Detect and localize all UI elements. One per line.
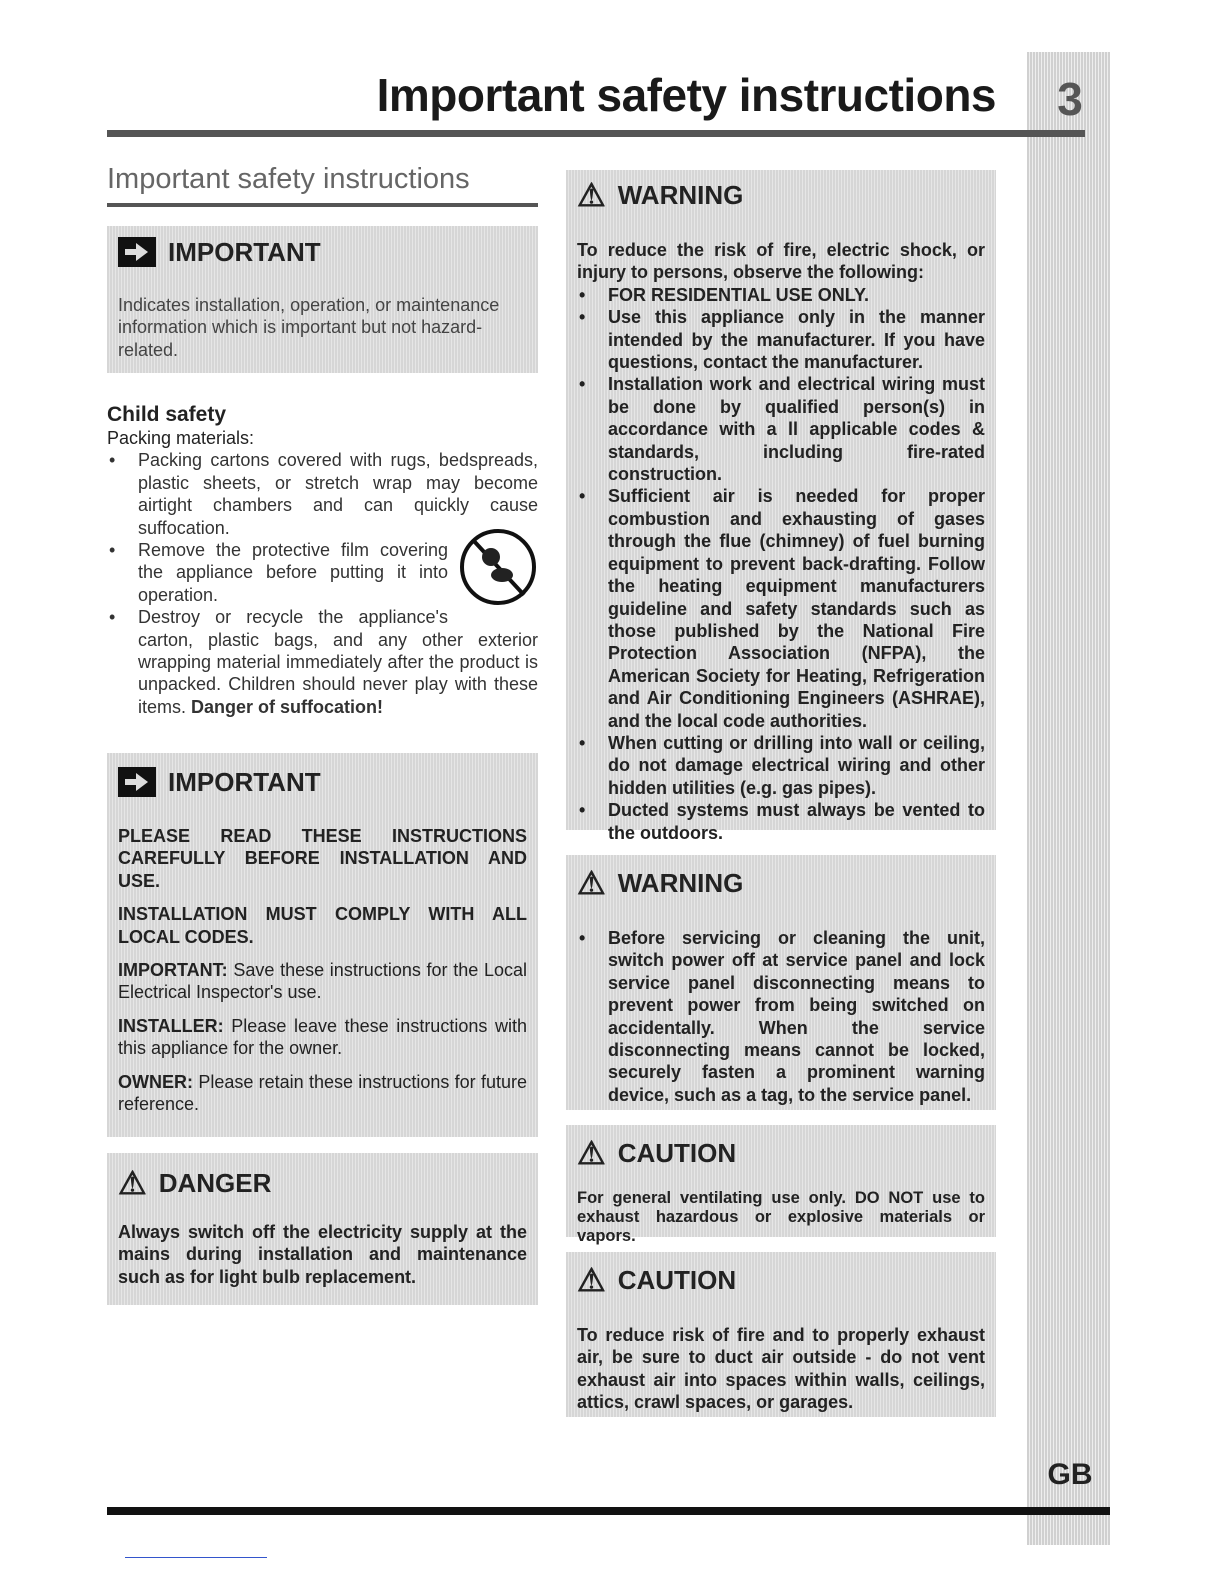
warning-list (577, 284, 985, 844)
child-safety-list (107, 449, 538, 718)
caution-label: CAUTION (617, 1137, 737, 1168)
important-note: IMPORTANT: Save these instructions for the Local Electrical Inspector's use. (118, 960, 527, 1003)
list-item: • FOR RESIDENTIAL USE ONLY. (577, 284, 985, 306)
list-item: • Sufficient air is needed for proper combustion and exhausting of gases through the flue (chimney) of fuel burning equipment to prevent back-drafting. Follow the heating equipment manufacturers guideline and safety standards such as those published by the National Fire Protection Association (NFPA), the American Society for Heating, Refrigeration and Air Conditioning Engineers (ASHRAE), and the local code authorities. (577, 485, 985, 731)
warning-triangle-icon: ⚠ (577, 865, 606, 901)
header-rule (107, 130, 1085, 137)
list-item: • Destroy or recycle the appliance's carton, plastic bags, and any other exterior wrapping material immediately after the product is unpacked. Children should never play with these items. Danger of suffocation! (107, 606, 538, 718)
section-rule (107, 203, 538, 207)
important-text: Indicates installation, operation, or maintenance information which is important but not hazard-related. (118, 295, 500, 360)
language-code: GB (1047, 1458, 1093, 1491)
packing-materials-label: Packing materials: (107, 428, 255, 448)
list-item: • Remove the protective film covering the appliance before putting it into operation. (107, 539, 538, 606)
warning-label: WARNING (617, 867, 744, 898)
warning-box-2 (566, 855, 996, 1110)
suffocation-warning: Danger of suffocation! (191, 696, 384, 717)
caution-text: To reduce risk of fire and to properly exhaust air, be sure to duct air outside - do not vent exhaust air into spaces within walls, ceilings, attics, crawl spaces, or garages. (577, 1325, 985, 1413)
local-codes-text: INSTALLATION MUST COMPLY WITH ALL LOCAL CODES. (118, 904, 527, 947)
warning-triangle-icon: ⚠ (577, 1262, 606, 1298)
child-safety-section (107, 403, 538, 718)
caution-label: CAUTION (617, 1264, 737, 1295)
warning-intro: To reduce the risk of fire, electric shock, or injury to persons, observe the following: (577, 240, 985, 283)
no-child-play-icon (458, 527, 538, 607)
danger-text: Always switch off the electricity supply at the mains during installation and maintenance such as for light bulb replacement. (118, 1222, 527, 1287)
chapter-side-tab (1027, 52, 1110, 1545)
caution-box-2 (566, 1252, 996, 1417)
important-label: IMPORTANT (168, 236, 321, 267)
installer-note: INSTALLER: Please leave these instructions with this appliance for the owner. (118, 1015, 527, 1059)
warning-label: WARNING (617, 179, 744, 210)
read-instructions-text: PLEASE READ THESE INSTRUCTIONS CAREFULLY BEFORE INSTALLATION AND USE. (118, 826, 527, 891)
list-item: • Use this appliance only in the manner intended by the manufacturer. If you have questions, contact the manufacturer. (577, 306, 985, 373)
danger-box (107, 1153, 538, 1305)
warning-triangle-icon: ⚠ (118, 1165, 147, 1201)
important-box (107, 226, 538, 373)
arrow-right-icon (118, 767, 156, 797)
arrow-right-icon (118, 237, 156, 267)
caution-text: For general ventilating use only. DO NOT use to exhaust hazardous or explosive materials or vapors. (577, 1189, 985, 1245)
warning-triangle-icon: ⚠ (577, 177, 606, 213)
list-item: • When cutting or drilling into wall or ceiling, do not damage electrical wiring and other hidden utilities (e.g. gas pipes). (577, 732, 985, 799)
list-item: • Packing cartons covered with rugs, bedspreads, plastic sheets, or stretch wrap may become airtight chambers and can quickly cause suffocation. (107, 449, 538, 539)
danger-label: DANGER (158, 1167, 272, 1198)
warning-triangle-icon: ⚠ (577, 1135, 606, 1171)
chapter-number: 3 (1057, 73, 1083, 125)
child-safety-heading: Child safety (107, 403, 227, 426)
warning-list (577, 927, 985, 1106)
footer-line (125, 1557, 267, 1558)
list-item: • Ducted systems must always be vented to the outdoors. (577, 799, 985, 844)
important-box-2 (107, 753, 538, 1137)
important-label: IMPORTANT (168, 766, 321, 797)
footer-rule (107, 1507, 1110, 1515)
page-title: Important safety instructions (376, 69, 996, 121)
warning-box (566, 170, 996, 843)
section-title: Important safety instructions (107, 163, 470, 195)
list-item: • Before servicing or cleaning the unit, switch power off at service panel and lock service panel disconnecting means to prevent power from being switched on accidentally. When the service disconnecting means cannot be locked, securely fasten a prominent warning device, such as a tag, to the service panel. (577, 927, 985, 1106)
caution-box (566, 1125, 996, 1245)
list-item: • Installation work and electrical wiring must be done by qualified person(s) in accordance with a ll applicable codes & standards, including fire-rated construction. (577, 373, 985, 485)
owner-note: OWNER: Please retain these instructions for future reference. (118, 1071, 527, 1115)
